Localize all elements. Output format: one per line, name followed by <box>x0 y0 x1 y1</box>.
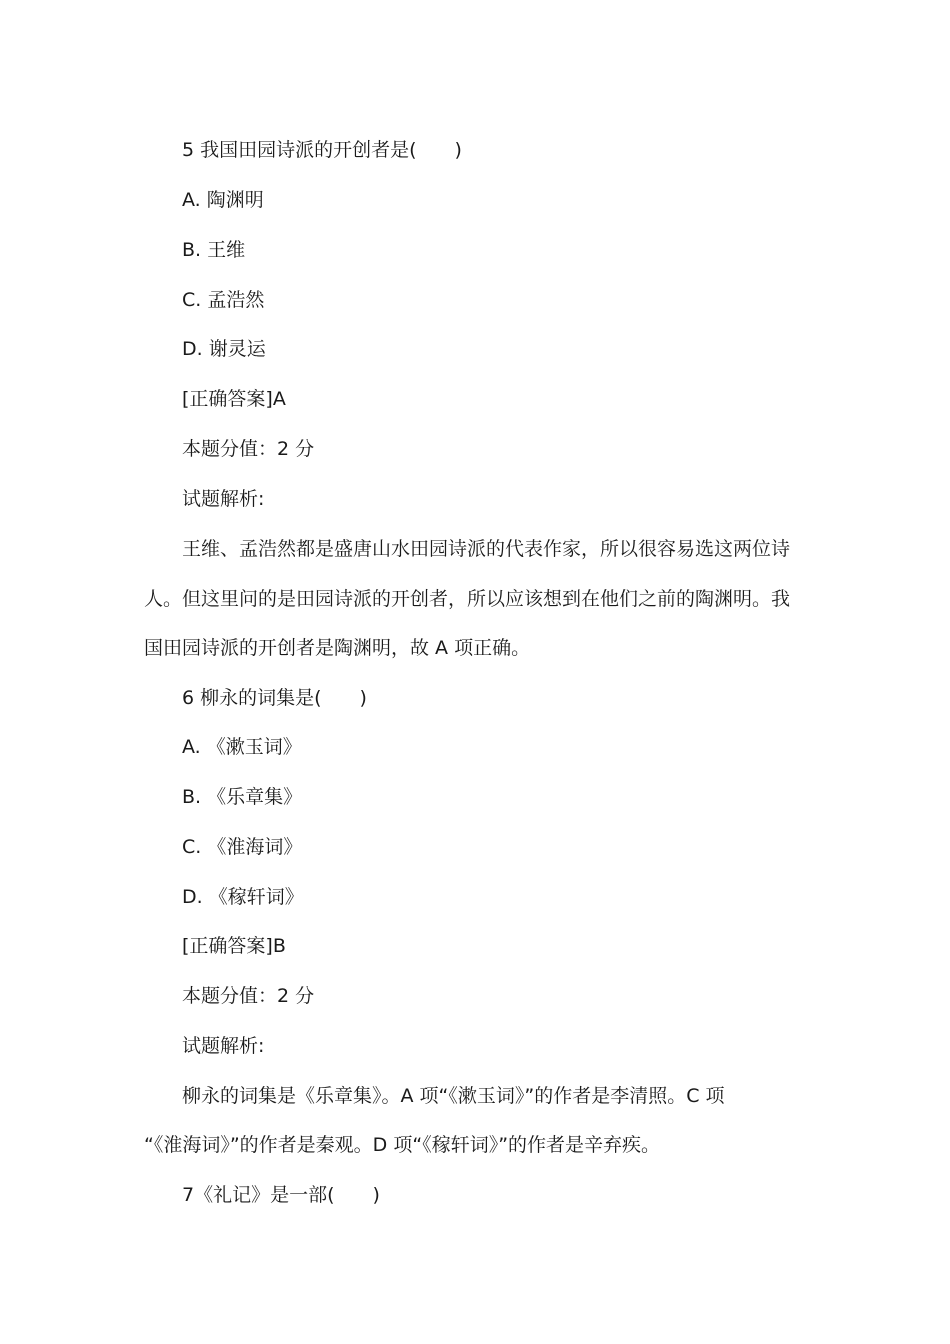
question-5-option-c: C. 孟浩然 <box>182 289 265 311</box>
question-5-score: 本题分值：2 分 <box>182 438 315 460</box>
question-5-analysis-line-3: 国田园诗派的开创者是陶渊明，故 A 项正确。 <box>144 637 531 659</box>
question-7-text: 7《礼记》是一部( ) <box>182 1184 380 1206</box>
question-5-analysis-line-1: 王维、孟浩然都是盛唐山水田园诗派的代表作家，所以很容易选这两位诗 <box>182 538 791 560</box>
question-6-analysis-line-1: 柳永的词集是《乐章集》。A 项“《漱玉词》”的作者是李清照。C 项 <box>182 1085 725 1107</box>
question-6-score: 本题分值：2 分 <box>182 985 315 1007</box>
question-5-option-a: A. 陶渊明 <box>182 189 264 211</box>
question-5-option-b: B. 王维 <box>182 239 246 261</box>
question-6-answer: [正确答案]B <box>182 935 286 957</box>
question-5-text: 5 我国田园诗派的开创者是( ) <box>182 139 462 161</box>
question-6-text: 6 柳永的词集是( ) <box>182 687 367 709</box>
question-6-option-c: C. 《淮海词》 <box>182 836 303 858</box>
question-6-option-b: B. 《乐章集》 <box>182 786 303 808</box>
question-5-analysis-line-2: 人。但这里问的是田园诗派的开创者，所以应该想到在他们之前的陶渊明。我 <box>144 588 791 610</box>
question-5-answer: [正确答案]A <box>182 388 286 410</box>
question-6-option-a: A. 《漱玉词》 <box>182 736 302 758</box>
question-5-analysis-label: 试题解析: <box>182 488 265 510</box>
question-5-option-d: D. 谢灵运 <box>182 338 266 360</box>
question-6-option-d: D. 《稼轩词》 <box>182 886 304 908</box>
question-6-analysis-label: 试题解析: <box>182 1035 265 1057</box>
question-6-analysis-line-2: “《淮海词》”的作者是秦观。D 项“《稼轩词》”的作者是辛弃疾。 <box>144 1134 661 1156</box>
